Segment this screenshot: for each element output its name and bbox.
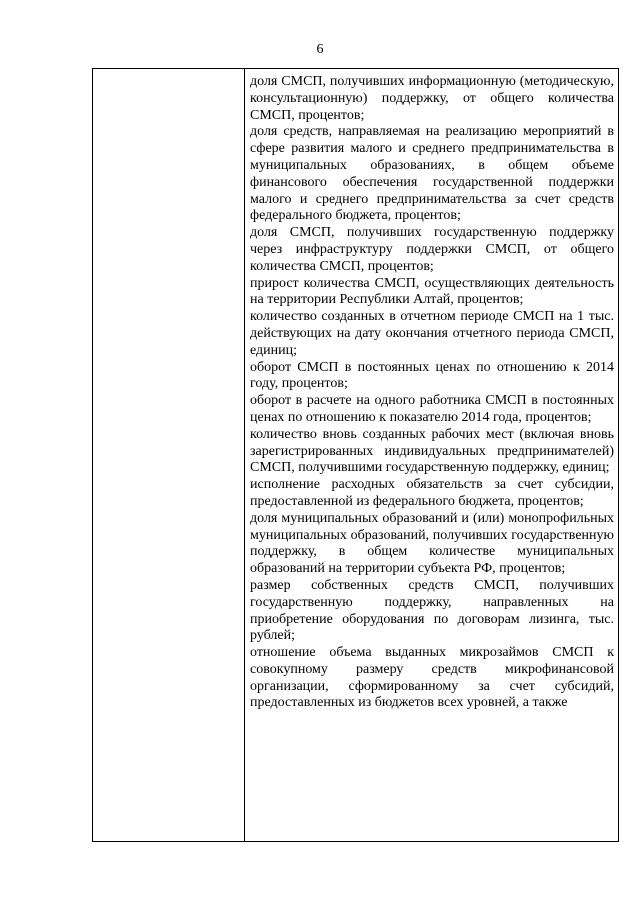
indicator-paragraph: доля СМСП, получивших государственную поддержку через инфраструктуру поддержки СМСП, от общего количества СМСП, процентов; — [250, 225, 614, 274]
indicator-table — [92, 68, 619, 842]
indicator-paragraph: доля СМСП, получивших информационную (методическую, консультационную) поддержку, от общего количества СМСП, процентов; — [250, 74, 614, 123]
indicator-paragraph: количество вновь созданных рабочих мест (включая вновь зарегистрированных индивидуальных предпринимателей) СМСП, получившими государственную поддержку, единиц; — [250, 426, 614, 476]
table-right-cell — [245, 69, 618, 841]
indicator-paragraph: доля средств, направляемая на реализацию мероприятий в сфере развития малого и среднего предпринимательства в муниципальных образованиях, в общем объеме финансового обеспечения государственной поддержки малого и среднего предпринимательства за счет средств федерального бюджета, процентов; — [250, 124, 614, 224]
indicator-paragraph: доля муниципальных образований и (или) монопрофильных муниципальных образований, получивших государственную поддержку, в общем количестве муниципальных образований на территории субъекта РФ, процентов; — [250, 510, 614, 577]
indicator-paragraph: отношение объема выданных микрозаймов СМСП к совокупному размеру средств микрофинансовой организации, сформированному за счет субсидий, предоставленных из бюджетов всех уровней, а также — [250, 645, 614, 711]
indicator-paragraph: прирост количества СМСП, осуществляющих деятельность на территории Республики Алтай, процентов; — [250, 275, 614, 308]
table-left-cell — [93, 69, 245, 841]
indicator-paragraph: размер собственных средств СМСП, получивших государственную поддержку, направленных на приобретение оборудования по договорам лизинга, тыс. рублей; — [250, 577, 614, 644]
page-number: 6 — [316, 42, 324, 57]
indicator-paragraph: исполнение расходных обязательств за счет субсидии, предоставленной из федерального бюджета, процентов; — [250, 477, 614, 509]
indicator-paragraph: количество созданных в отчетном периоде СМСП на 1 тыс. действующих на дату окончания отчетного периода СМСП, единиц; — [250, 309, 614, 358]
indicator-paragraph: оборот в расчете на одного работника СМСП в постоянных ценах по отношению к показателю 2014 года, процентов; — [250, 393, 614, 425]
indicator-paragraph: оборот СМСП в постоянных ценах по отношению к 2014 году, процентов; — [250, 359, 614, 392]
